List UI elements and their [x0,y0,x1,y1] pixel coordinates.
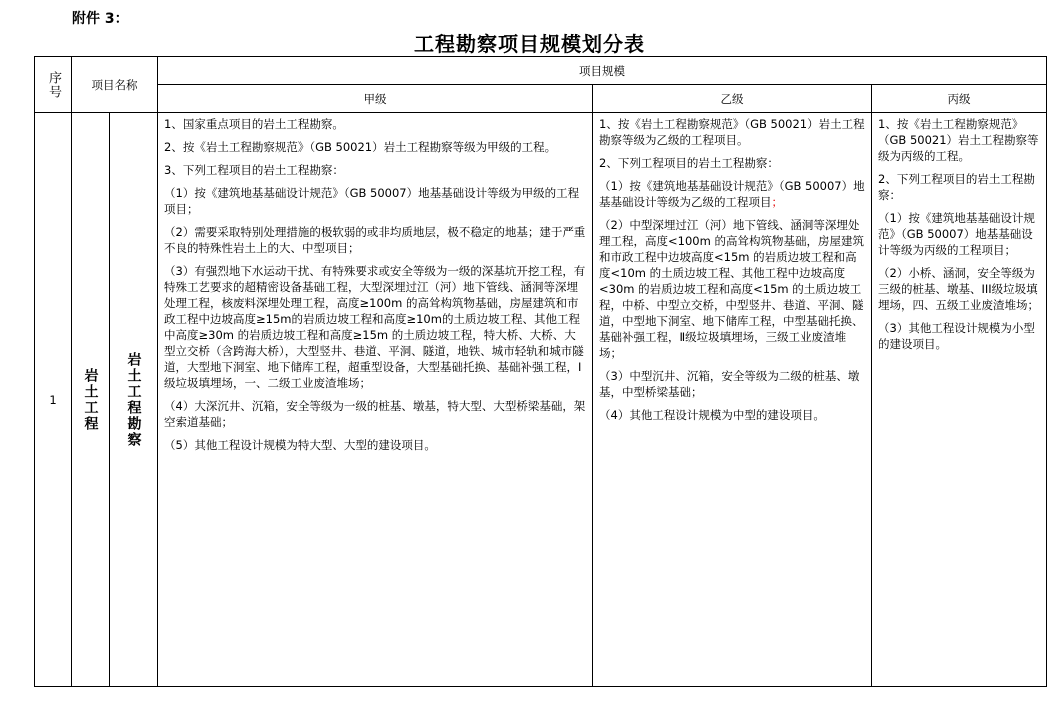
grade-c-item: （1）按《建筑地基基础设计规范》（GB 50007）地基基础设计等级为丙级的工程项目； [878,211,1035,257]
seq-header [35,57,72,113]
scale-header: 项目规模 [158,57,1047,85]
grade-c-item: （2）小桥、涵洞，安全等级为三级的桩基、墩基、III级垃圾填埋场，四、五级工业废渣堆场； [878,266,1039,312]
header-row-1 [35,57,1047,85]
row-number: 1 [35,113,72,687]
project-name-header: 项目名称 [72,57,158,113]
grade-b-item: （3）中型沉井、沉箱，安全等级为二级的桩基、墩基，中型桥梁基础； [599,369,860,399]
grade-a-cell [158,113,593,687]
scale-table [34,56,1047,687]
header-row-2 [35,85,1047,113]
grade-a-item: （1）按《建筑地基基础设计规范》（GB 50007）地基基础设计等级为甲级的工程项目； [164,186,580,216]
grade-b-item: （2）中型深埋过江（河）地下管线、涵洞等深埋处理工程，高度<100m 的高耸构筑物基础，房屋建筑和市政工程中边坡高度<15m 的岩质边坡工程和高度<10m 的土质边坡工程、其他工程中边坡高度<30m 的岩质边坡工程和高度<15m 的土质边坡工程，中桥、中型立交桥，中型竖井、巷道、平洞、隧道，中型地下洞室、地下储库工程，中型基础托换、基础补强工程，Ⅱ级垃圾填埋场，三级工业废渣堆场； [599,218,864,360]
category-label: 岩土工程 [82,367,99,432]
grade-c-cell [872,113,1047,687]
grade-c-item: 2、下列工程项目的岩土工程勘察： [878,172,1035,202]
grade-b-header: 乙级 [593,85,872,113]
grade-c-header: 丙级 [872,85,1047,113]
subcategory-cell [110,113,158,687]
table-row [35,113,1047,687]
grade-c-item: （3）其他工程设计规模为小型的建设项目。 [878,321,1035,351]
grade-b-item-text: （1）按《建筑地基基础设计规范》（GB 50007）地基基础设计等级为乙级的工程项目 [599,179,865,209]
grade-a-header: 甲级 [158,85,593,113]
grade-a-item: 3、下列工程项目的岩土工程勘察： [164,163,344,177]
grade-a-item: （5）其他工程设计规模为特大型、大型的建设项目。 [164,438,436,452]
category-cell [72,113,110,687]
grade-a-item: （2）需要采取特别处理措施的极软弱的或非均质地层，极不稳定的地基；建于严重不良的特殊性岩土上的大、中型项目； [164,225,586,255]
grade-a-item: （3）有强烈地下水运动干扰、有特殊要求或安全等级为一级的深基坑开挖工程，有特殊工艺要求的超精密设备基础工程，大型深埋过江（河）地下管线、涵洞等深埋处理工程，核废料深埋处理工程，高度≥100m 的高耸构筑物基础，房屋建筑和市政工程中边坡高度≥15m的岩质边坡工程和高度≥10m的土质边坡工程、其他工程中高度≥30m 的岩质边坡工程和高度≥15m 的土质边坡工程，特大桥、大桥、大型立交桥（含跨海大桥），大型竖井、巷道、平洞、隧道，地铁、城市轻轨和城市隧道，大型地下洞室、地下储库工程，超重型设备，大型基础托换、基础补强工程，Ⅰ级垃圾填埋场，一、二级工业废渣堆场； [164,264,586,390]
grade-b-item: 1、按《岩土工程勘察规范》（GB 50021）岩土工程勘察等级为乙级的工程项目。 [599,117,865,147]
attachment-label: 附件 3： [72,11,129,27]
grade-a-item: （4）大深沉井、沉箱，安全等级为一级的桩基、墩基，特大型、大型桥梁基础，架空索道基础； [164,399,586,429]
seq-header-label: 序号 [46,70,61,99]
subcategory-label: 岩土工程勘察 [125,351,142,448]
grade-c-item: 1、按《岩土工程勘察规范》（GB 50021）岩土工程勘察等级为丙级的工程。 [878,117,1039,163]
grade-b-item: （4）其他工程设计规模为中型的建设项目。 [599,408,825,422]
grade-a-item: 2、按《岩土工程勘察规范》（GB 50021）岩土工程勘察等级为甲级的工程。 [164,140,557,154]
grade-b-item: 2、下列工程项目的岩土工程勘察： [599,156,779,170]
grade-b-cell [593,113,872,687]
page-title: 工程勘察项目规模划分表 [414,32,645,56]
red-mark: ； [771,195,783,209]
grade-a-item: 1、国家重点项目的岩土工程勘察。 [164,117,344,131]
grade-b-item [599,178,866,210]
